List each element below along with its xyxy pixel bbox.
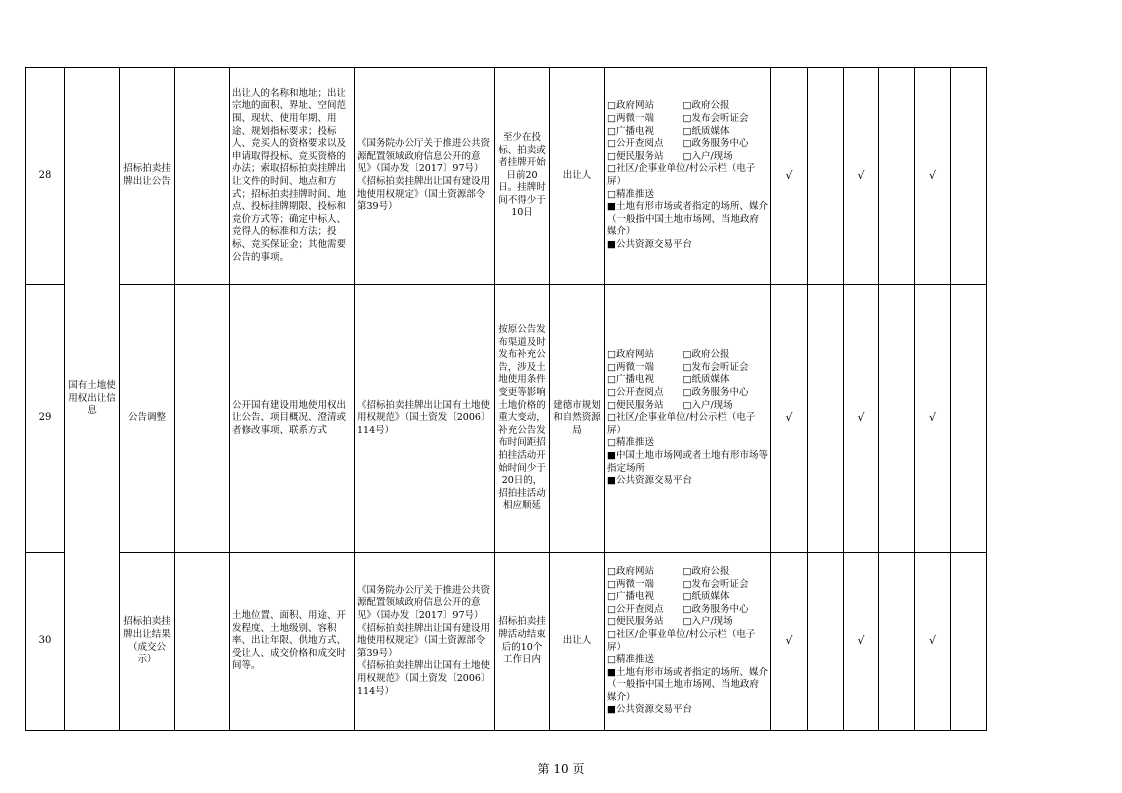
empty-cell — [808, 68, 844, 285]
empty-cell — [951, 553, 987, 731]
content-cell: 公开国有建设用地使用权出让公告、项目概况、澄清或者修改事项、联系方式 — [230, 285, 355, 553]
basis-cell: 《招标拍卖挂牌出让国有土地使用权规范》（国土资发〔2006〕114号） — [355, 285, 495, 553]
empty-cell — [175, 553, 230, 731]
item-cell: 招标拍卖挂牌出让结果（成交公示） — [120, 553, 175, 731]
item-cell: 招标拍卖挂牌出让公告 — [120, 68, 175, 285]
subject-cell: 出让人 — [550, 553, 605, 731]
time-cell: 招标拍卖挂牌活动结束后的10个工作日内 — [495, 553, 550, 731]
empty-cell — [175, 68, 230, 285]
time-cell: 至少在投标、拍卖或者挂牌开始日前20日。挂牌时间不得少于10日 — [495, 68, 550, 285]
basis-cell: 《国务院办公厅关于推进公共资源配置领域政府信息公开的意见》（国办发〔2017〕97号） 《招标拍卖挂牌出让国有建设用地使用权规定》（国土资源部令第39号） 《招标拍卖挂牌出让国有土地使用权规范》（国土资发〔2006〕114号） — [355, 553, 495, 731]
basis-cell: 《国务院办公厅关于推进公共资源配置领域政府信息公开的意见》（国办发〔2017〕97号） 《招标拍卖挂牌出让国有建设用地使用权规定》（国土资源部令第39号） — [355, 68, 495, 285]
channels-cell: □政府网站 □政府公报 □两微一端 □发布会听证会 □广播电视 □纸质媒体 □公开查阅点 □政务服务中心 □便民服务站 □入户/现场 □社区/企事业单位/村公示栏（电子屏） □精准推送 ■土地有形市场或者指定的场所、媒介（一般指中国土地市场网、当地政府媒介） ■公共资源交易平台 — [605, 68, 771, 285]
check-mark: √ — [915, 68, 951, 285]
row-number: 28 — [26, 68, 65, 285]
channels-cell: □政府网站 □政府公报 □两微一端 □发布会听证会 □广播电视 □纸质媒体 □公开查阅点 □政务服务中心 □便民服务站 □入户/现场 □社区/企事业单位/村公示栏（电子屏） □精准推送 ■中国土地市场网或者土地有形市场等指定场所 ■公共资源交易平台 — [605, 285, 771, 553]
check-mark: √ — [771, 553, 808, 731]
check-mark: √ — [915, 285, 951, 553]
table-row — [26, 553, 987, 731]
disclosure-table — [25, 67, 987, 731]
empty-cell — [808, 285, 844, 553]
check-mark: √ — [844, 285, 879, 553]
empty-cell — [879, 285, 915, 553]
row-number: 30 — [26, 553, 65, 731]
subject-cell: 建德市规划和自然资源局 — [550, 285, 605, 553]
empty-cell — [808, 553, 844, 731]
empty-cell — [175, 285, 230, 553]
check-mark: √ — [844, 68, 879, 285]
empty-cell — [951, 285, 987, 553]
page-number: 第 10 页 — [537, 762, 585, 776]
check-mark: √ — [771, 68, 808, 285]
channels-cell: □政府网站 □政府公报 □两微一端 □发布会听证会 □广播电视 □纸质媒体 □公开查阅点 □政务服务中心 □便民服务站 □入户/现场 □社区/企事业单位/村公示栏（电子屏） □精准推送 ■土地有形市场或者指定的场所、媒介（一般指中国土地市场网、当地政府媒介） ■公共资源交易平台 — [605, 553, 771, 731]
category-cell: 国有土地使用权出让信息 — [65, 68, 120, 731]
item-cell: 公告调整 — [120, 285, 175, 553]
time-cell: 按原公告发布渠道及时发布补充公告，涉及土地使用条件变更等影响土地价格的重大变动，补充公告发布时间距招拍挂活动开始时间少于20日的，招拍挂活动相应顺延 — [495, 285, 550, 553]
check-mark: √ — [771, 285, 808, 553]
empty-cell — [879, 553, 915, 731]
content-cell: 出让人的名称和地址；出让宗地的面积、界址、空间范围、现状、使用年期、用途、规划指标要求；投标人、竞买人的资格要求以及申请取得投标、竞买资格的办法；索取招标拍卖挂牌出让文件的时间、地点和方式；招标拍卖挂牌时间、地点、投标挂牌期限、投标和竞价方式等；确定中标人、竞得人的标准和方法；投标、竞买保证金；其他需要公告的事项。 — [230, 68, 355, 285]
content-cell: 土地位置、面积、用途、开发程度、土地级别、容积率、出让年限、供地方式、受让人、成交价格和成交时间等。 — [230, 553, 355, 731]
check-mark: √ — [915, 553, 951, 731]
table-row — [26, 285, 987, 553]
empty-cell — [951, 68, 987, 285]
check-mark: √ — [844, 553, 879, 731]
table-row — [26, 68, 987, 285]
empty-cell — [879, 68, 915, 285]
row-number: 29 — [26, 285, 65, 553]
subject-cell: 出让人 — [550, 68, 605, 285]
